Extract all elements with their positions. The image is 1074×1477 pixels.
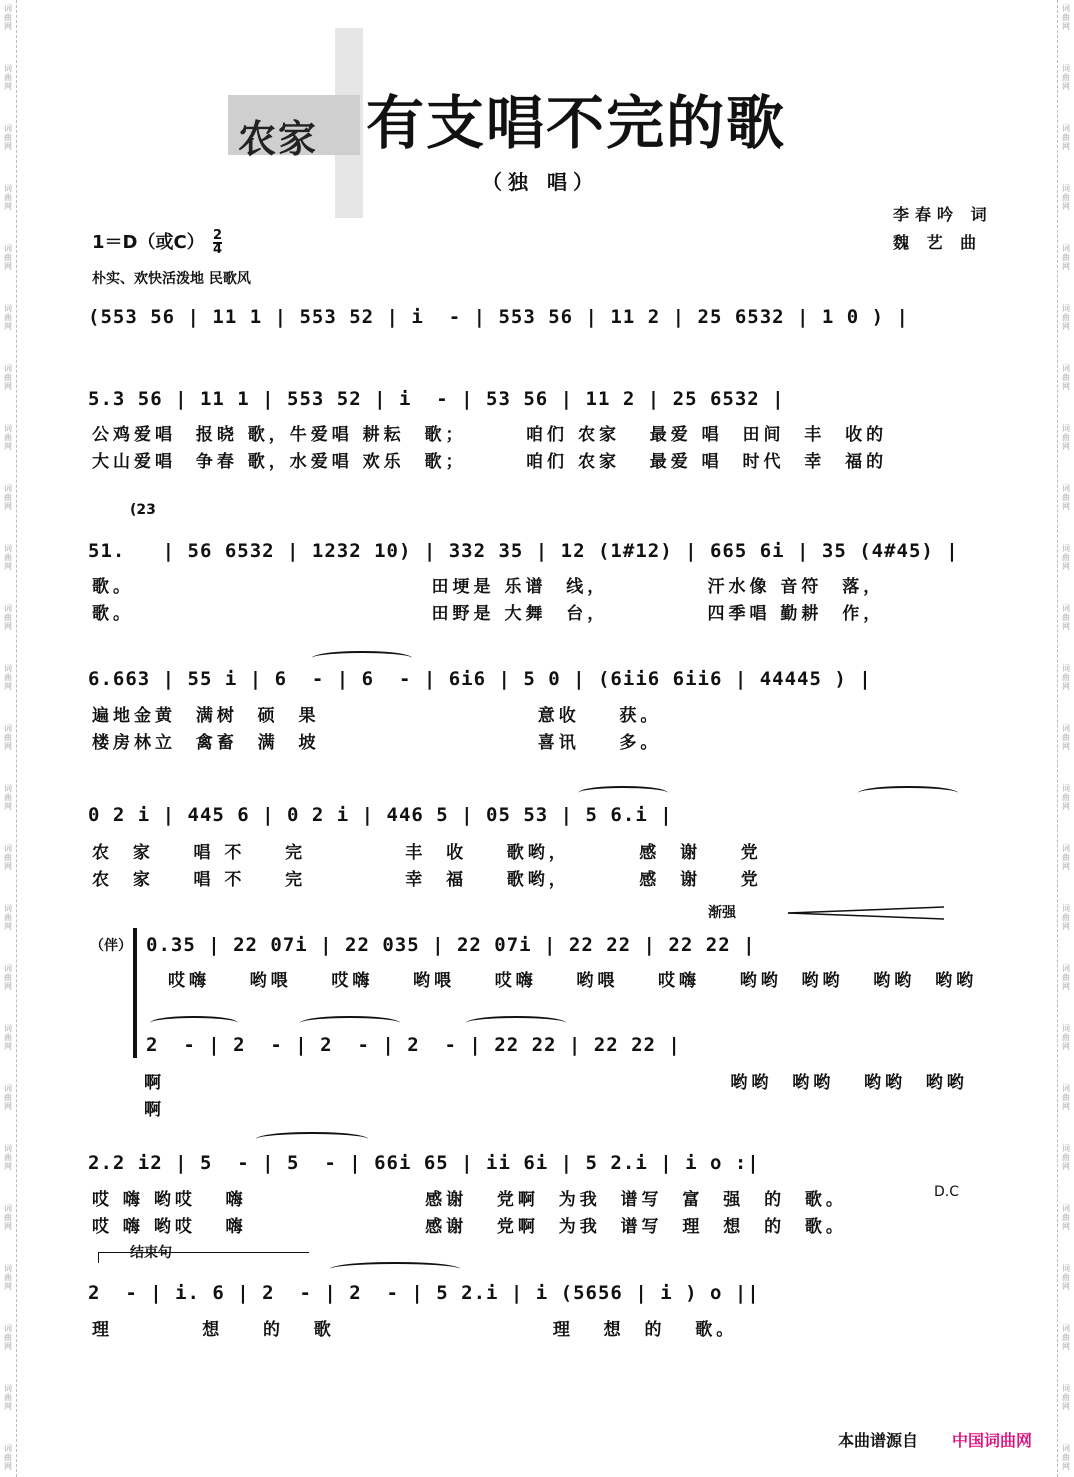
watermark-mark: 词 曲 网 [4,184,12,211]
watermark-mark: 词 曲 网 [4,1324,12,1351]
watermark-mark: 词 曲 网 [4,604,12,631]
notation-text: 51. | 56 6532 | 1232 10) | 332 35 | 12 (1#12) | 665 6i | 35 (4#45) | [88,540,959,562]
crescendo-text: 渐强 [708,905,736,921]
notation-text: 2.2 i2 | 5 - | 5 - | 66i 65 | ii 6i | 5 2.i | i o :| [88,1152,760,1174]
key-signature-text: 1＝D（或C） [92,232,205,253]
watermark-mark: 词 曲 网 [4,1204,12,1231]
score-row-ending-1 [88,1148,988,1182]
watermark-mark: 词 曲 网 [4,1264,12,1291]
watermark-mark: 词 曲 网 [1062,904,1070,931]
watermark-mark: 词 曲 网 [4,664,12,691]
lyric-verse3-line2: 楼房林立 禽畜 满 坡 喜讯 多。 [92,733,662,753]
watermark-mark: 词 曲 网 [1062,1324,1070,1351]
lyric-ending-line1: 哎 嗨 哟哎 嗨 感谢 党啊 为我 谱写 富 强 的 歌。 [92,1190,847,1210]
notation-text: 2 - | 2 - | 2 - | 2 - | 22 22 | 22 22 | [146,1034,681,1056]
time-signature-bottom: 4 [212,242,223,257]
watermark-mark: 词 曲 网 [4,1084,12,1111]
score-row-refrain-2 [146,930,1046,964]
watermark-mark: 词 曲 网 [4,1024,12,1051]
ending-phrase-label: 结束句 [130,1245,172,1261]
score-row-intro [88,302,988,336]
ending-phrase-bracket [98,1252,309,1263]
watermark-mark: 词 曲 网 [4,784,12,811]
time-signature [213,230,222,256]
watermark-mark: 词 曲 网 [4,1384,12,1411]
lyric-refrain1-line1: 农 家 唱 不 完 丰 收 歌哟， 感 谢 党 [92,843,762,863]
watermark-mark: 词 曲 网 [1062,1264,1070,1291]
tie-arc [466,1016,566,1030]
lyric-refrain2: 哎嗨 哟喂 哎嗨 哟喂 哎嗨 哟喂 哎嗨 哟哟 哟哟 哟哟 哟哟 [168,971,978,991]
watermark-mark: 词 曲 网 [1062,664,1070,691]
accompaniment-label: （伴） [90,938,132,954]
composer-credit: 魏 艺 曲 [893,233,983,252]
title-small: 农家 [238,116,319,161]
tie-arc [312,651,412,665]
lyric-refrain1-line2: 农 家 唱 不 完 幸 福 歌哟， 感 谢 党 [92,870,762,890]
watermark-mark: 词 曲 网 [1062,1084,1070,1111]
watermark-mark: 词 曲 网 [4,244,12,271]
watermark-mark: 词 曲 网 [1062,304,1070,331]
watermark-mark: 词 曲 网 [4,124,12,151]
notation-text: 2 - | i. 6 | 2 - | 2 - | 5 2.i | i (5656 | i ) o || [88,1282,760,1304]
subtitle: （独 唱） [482,170,599,194]
site-name: 中国词曲网 [952,1431,1033,1450]
tie-arc [858,786,958,800]
dc-mark: D.C [934,1184,960,1200]
source-label: 本曲谱源自 [838,1431,919,1450]
watermark-mark: 词 曲 网 [1062,184,1070,211]
watermark-mark: 词 曲 网 [1062,244,1070,271]
score-row-refrain-3 [146,1030,1046,1064]
time-signature-top: 2 [212,228,223,243]
score-row-coda [88,1278,988,1312]
watermark-mark: 词 曲 网 [4,964,12,991]
watermark-mark: 词 曲 网 [1062,784,1070,811]
watermark-mark: 词 曲 网 [4,4,12,31]
watermark-mark: 词 曲 网 [4,64,12,91]
watermark-mark: 词 曲 网 [1062,364,1070,391]
ornament-mark: (23 [130,502,156,518]
watermark-mark: 词 曲 网 [4,544,12,571]
watermark-mark: 词 曲 网 [1062,964,1070,991]
watermark-mark: 词 曲 网 [4,1444,12,1471]
score-row-verse-2 [88,536,988,570]
notation-text: 0.35 | 22 07i | 22 035 | 22 07i | 22 22 | 22 22 | [146,934,756,956]
watermark-mark: 词 曲 网 [1062,124,1070,151]
notation-text: (553 56 | 11 1 | 553 52 | i - | 553 56 | 11 2 | 25 6532 | 1 0 ) | [88,306,909,328]
watermark-mark: 词 曲 网 [4,484,12,511]
watermark-mark: 词 曲 网 [1062,1144,1070,1171]
watermark-mark: 词 曲 网 [4,904,12,931]
watermark-mark: 词 曲 网 [1062,544,1070,571]
watermark-mark: 词 曲 网 [4,424,12,451]
watermark-mark: 词 曲 网 [4,364,12,391]
watermark-mark: 词 曲 网 [1062,1444,1070,1471]
notation-text: 6.663 | 55 i | 6 - | 6 - | 6i6 | 5 0 | (6ii6 6ii6 | 44445 ) | [88,668,872,690]
score-row-refrain-1 [88,800,988,834]
score-row-verse-1 [88,384,988,418]
lyric-verse2-line2: 歌。 田野是 大舞 台， 四季唱 勤耕 作， [92,604,885,624]
tempo-marking: 朴实、欢快活泼地 民歌风 [92,271,251,287]
watermark-mark: 词 曲 网 [1062,4,1070,31]
crescendo-hairpin [788,906,948,920]
watermark-mark: 词 曲 网 [1062,1024,1070,1051]
lyric-coda: 理 想 的 歌 理 想 的 歌。 [92,1320,738,1340]
watermark-mark: 词 曲 网 [1062,424,1070,451]
score-row-verse-3 [88,664,988,698]
tie-arc [300,1016,400,1030]
lyric-refrain3-line1: 啊 哟哟 哟哟 哟哟 哟哟 [144,1073,968,1093]
lyric-refrain3-line2: 啊 [144,1100,165,1120]
watermark-mark: 词 曲 网 [1062,1384,1070,1411]
lyric-verse1-line2: 大山爱唱 争春 歌，水爱唱 欢乐 歌； 咱们 农家 最爱 唱 时代 幸 福的 [92,452,888,472]
lyricist-credit: 李春吟 词 [893,205,993,224]
key-signature [92,228,222,256]
lyric-verse1-line1: 公鸡爱唱 报晓 歌，牛爱唱 耕耘 歌； 咱们 农家 最爱 唱 田间 丰 收的 [92,425,888,445]
watermark-mark: 词 曲 网 [1062,604,1070,631]
tie-arc [578,786,668,800]
lyric-ending-line2: 哎 嗨 哟哎 嗨 感谢 党啊 为我 谱写 理 想 的 歌。 [92,1217,847,1237]
notation-text: 5.3 56 | 11 1 | 553 52 | i - | 53 56 | 11 2 | 25 6532 | [88,388,785,410]
lyric-verse3-line1: 遍地金黄 满树 硕 果 意收 获。 [92,706,662,726]
tie-arc [330,1262,460,1276]
watermark-mark: 词 曲 网 [4,724,12,751]
lyric-verse2-line1: 歌。 田埂是 乐谱 线， 汗水像 音符 落， [92,577,885,597]
watermark-mark: 词 曲 网 [4,1144,12,1171]
tie-arc [150,1016,238,1030]
tie-arc [256,1132,368,1146]
watermark-mark: 词 曲 网 [1062,64,1070,91]
watermark-mark: 词 曲 网 [1062,484,1070,511]
watermark-mark: 词 曲 网 [4,844,12,871]
watermark-mark: 词 曲 网 [1062,844,1070,871]
system-bracket [133,928,137,1058]
watermark-mark: 词 曲 网 [4,304,12,331]
page-title: 有支唱不完的歌 [366,89,787,157]
notation-text: 0 2 i | 445 6 | 0 2 i | 446 5 | 05 53 | 5 6.i | [88,804,673,826]
watermark-mark: 词 曲 网 [1062,1204,1070,1231]
watermark-mark: 词 曲 网 [1062,724,1070,751]
